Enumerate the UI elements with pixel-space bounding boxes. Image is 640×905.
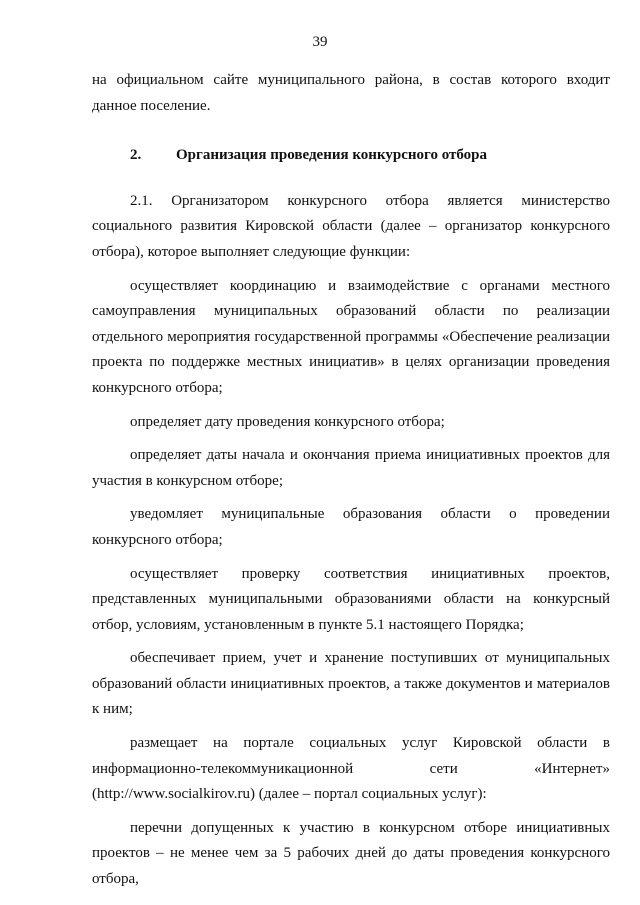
paragraph-dates-intake: определяет даты начала и окончания приема инициативных проектов для участия в конкурсном отборе;: [92, 447, 610, 489]
paragraph-verify: осуществляет проверку соответствия инициативных проектов, представленных муниципальными образованиями области на конкурсный отбор, условиям, установленным в пункте 5.1 настоящего Порядка;: [92, 565, 610, 633]
paragraph-publish: размещает на портале социальных услуг Кировской области в информационно-телекоммуникационной сети «Интернет» (http://www.socialkirov.ru) (далее – портал социальных услуг):: [92, 735, 610, 803]
section-heading: [92, 143, 610, 169]
section-title: Организация проведения конкурсного отбора: [176, 147, 488, 164]
paragraph-coordination: осуществляет координацию и взаимодействие с органами местного самоуправления муниципальных образований области по реализации отдельного мероприятия государственной программы «Обеспечение реализации проекта по поддержке местных инициатив» в целях организации проведения конкурсного отбора;: [92, 277, 610, 396]
document-body: [92, 68, 610, 893]
paragraph-storage: обеспечивает прием, учет и хранение поступивших от муниципальных образований области инициативных проектов, а также документов и материалов к ним;: [92, 650, 610, 718]
paragraph-2-1: 2.1. Организатором конкурсного отбора является министерство социального развития Кировской области (далее – организатор конкурсного отбора), которое выполняет следующие функции:: [92, 192, 610, 260]
paragraph-date: определяет дату проведения конкурсного отбора;: [130, 413, 445, 430]
paragraph-lists: перечни допущенных к участию в конкурсном отборе инициативных проектов – не менее чем за 5 рабочих дней до даты проведения конкурсного отбора,: [92, 819, 610, 888]
paragraph-notify: уведомляет муниципальные образования области о проведении конкурсного отбора;: [92, 506, 610, 548]
page-number: 39: [312, 34, 328, 50]
intro-paragraph: на официальном сайте муниципального района, в состав которого входит данное поселение.: [92, 72, 610, 114]
section-number: 2.: [130, 147, 142, 164]
